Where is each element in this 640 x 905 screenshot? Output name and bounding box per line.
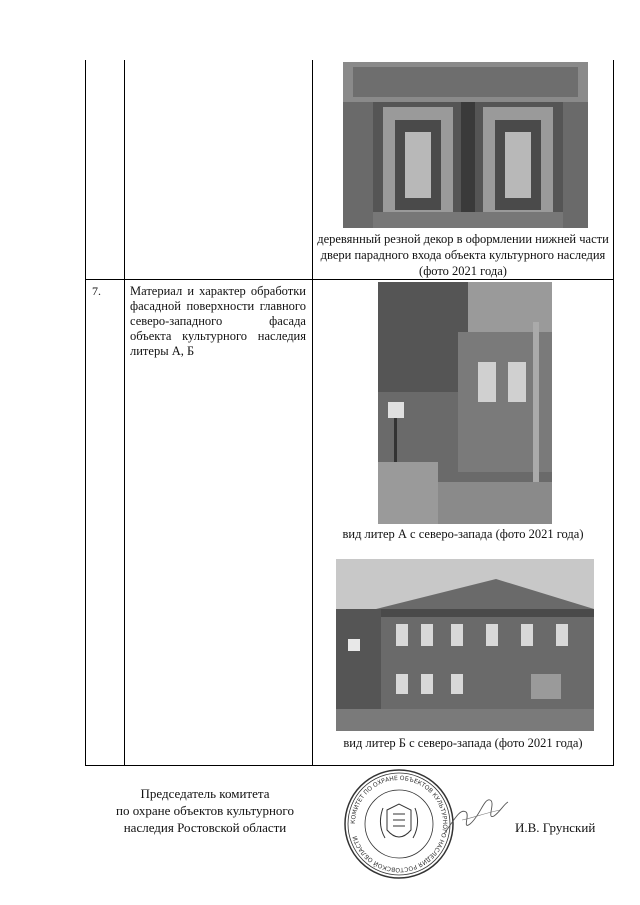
photo-liter-b xyxy=(336,559,594,731)
photo-liter-a xyxy=(378,282,552,524)
table-row-divider xyxy=(85,279,614,280)
signatory-position: Председатель комитета по охране объектов культурного наследия Ростовской области xyxy=(116,786,294,835)
table-border-left xyxy=(85,60,86,766)
row-number: 7. xyxy=(92,284,101,298)
photo-door-decor xyxy=(343,62,588,228)
table-border-col1 xyxy=(124,60,125,766)
row-label: Материал и характер обработки фасадной поверхности главного северо-западного фасада объекта культурного наследия литеры А, Б xyxy=(130,284,306,358)
caption-liter-a: вид литер А с северо-запада (фото 2021 года) xyxy=(342,527,584,541)
caption-liter-b: вид литер Б с северо-запада (фото 2021 года) xyxy=(343,736,583,750)
photo-liter-b-image xyxy=(336,559,594,731)
official-seal xyxy=(343,768,455,880)
photo-door-decor-image xyxy=(343,62,588,228)
handwritten-signature xyxy=(440,790,510,840)
caption-door-decor: деревянный резной декор в оформлении нижней части двери парадного входа объекта культурного наследия (фото 2021 года) xyxy=(317,232,609,278)
table-border-right xyxy=(613,60,614,766)
seal-ring-text: КОМИТЕТ ПО ОХРАНЕ ОБЪЕКТОВ КУЛЬТУРНОГО НАСЛЕДИЯ РОСТОВСКОЙ ОБЛАСТИ xyxy=(349,774,449,874)
seal-emblem xyxy=(380,804,417,838)
table-border-bottom xyxy=(85,765,614,766)
photo-liter-a-image xyxy=(378,282,552,524)
signatory-name: И.В. Грунский xyxy=(515,820,596,835)
table-border-col2 xyxy=(312,60,313,766)
